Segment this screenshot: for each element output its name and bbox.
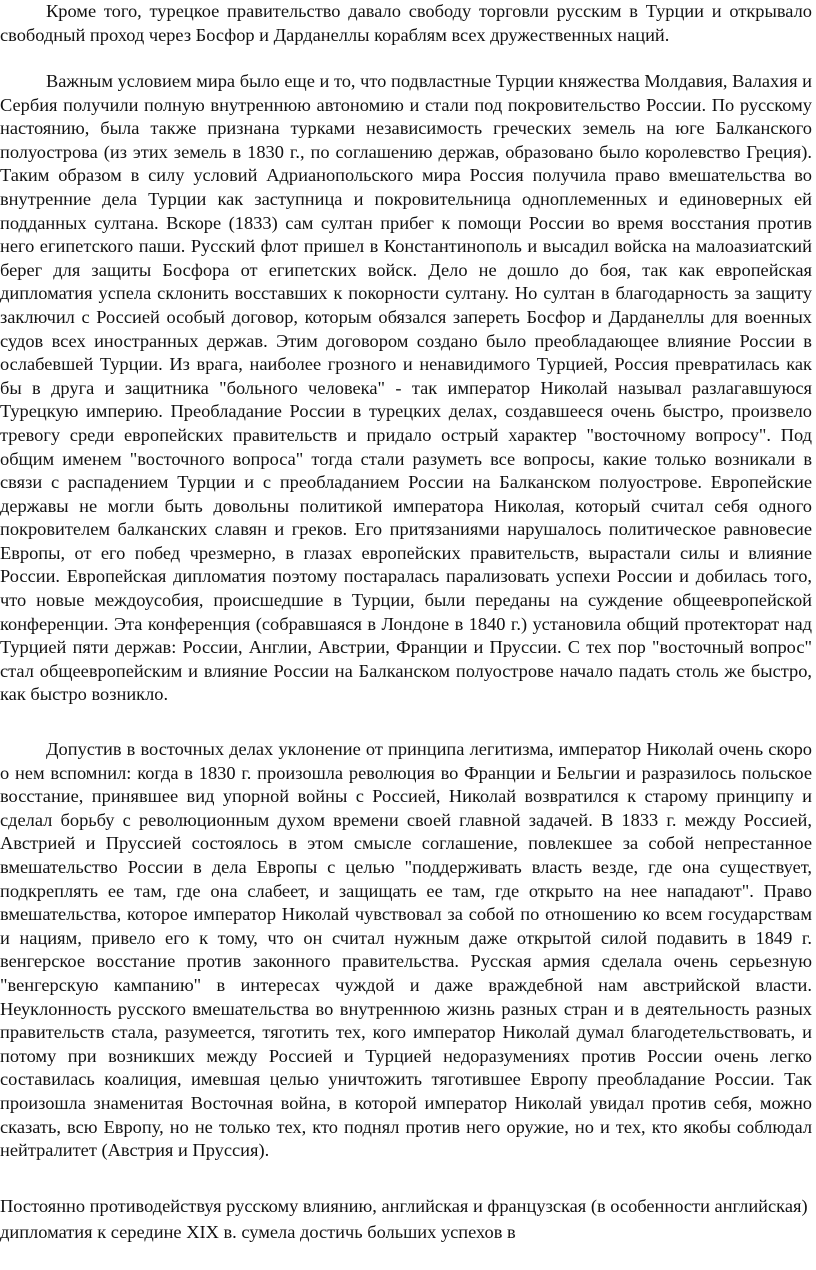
paragraph-legitimism: Допустив в восточных делах уклонение от принципа легитизма, император Николай очень скоро о нем вспомнил: когда в 1830 г. произошла революция во Франции и Бельгии и разразилось польское восстание, принявшее вид упорной войны с Россией, Николай возвратился к старому принципу и сделал борьбу с революционным духом времени своей главной задачей. В 1833 г. между Россией, Австрией и Пруссией состоялось в этом смысле соглашение, повлекшее за собой непрестанное вмешательство России в дела Европы с целью "поддерживать власть везде, где она существует, подкреплять ее там, где она слабеет, и защищать ее там, где открыто на нее нападают". Право вмешательства, которое император Николай чувствовал за собой по отношению ко всем государствам и нациям, привело его к тому, что он считал нужным даже открытой силой подавить в 1849 г. венгерское восстание против законного правительства. Русская армия сделала очень серьезную "венгерскую кампанию" в интересах чуждой и даже враждебной нам австрийской власти. Неуклонность русского вмешательства во внутреннюю жизнь разных стран и в деятельность разных правительств стала, разумеется, тяготить тех, кого император Николай думал благодетельствовать, и потому при возникших между Россией и Турцией недоразумениях против России очень легко составилась коалиция, имевшая целью уничтожить тяготившее Европу преобладание России. Так произошла знаменитая Восточная война, в которой император Николай увидал против себя, можно сказать, всю Европу, но не только тех, кто поднял против него оружие, но и тех, кто якобы соблюдал нейтралитет (Австрия и Пруссия). <box>0 739 812 1161</box>
paragraph-peace-conditions: Важным условием мира было еще и то, что подвластные Турции княжества Молдавия, Валахия и Сербия получили полную внутреннюю автономию и стали под покровительство России. По русскому настоянию, была также признана турками независимость греческих земель на юге Балканского полуострова (из этих земель в 1830 г., по соглашению держав, образовано было королевство Греция). Таким образом в силу условий Адрианопольского мира Россия получила право вмешательства во внутренние дела Турции как заступница и покровительница одноплеменных и единоверных ей подданных султана. Вскоре (1833) сам султан прибег к помощи России во время восстания против него египетского паши. Русский флот пришел в Константинополь и высадил войска на малоазиатский берег для защиты Босфора от египетских войск. Дело не дошло до боя, так как европейская дипломатия успела склонить восставших к покорности султану. Но султан в благодарность за защиту заключил с Россией особый договор, которым обязался запереть Босфор и Дарданеллы для военных судов всех иностранных держав. Этим договором создано было преобладающее влияние России в ослабевшей Турции. Из врага, наиболее грозного и ненавидимого Турцией, Россия превратилась как бы в друга и защитника "больного человека" - так император Николай называл разлагавшуюся Турецкую империю. Преобладание России в турецких делах, создавшееся очень быстро, произвело тревогу среди европейских правительств и придало острый характер "восточному вопросу". Под общим именем "восточного вопроса" тогда стали разуметь все вопросы, какие только возникали в связи с распадением Турции и с преобладанием России на Балканском полуострове. Европейские державы не могли быть довольны политикой императора Николая, который считал себя одного покровителем балканских славян и греков. Его притязаниями нарушалось политическое равновесие Европы, от его побед чрезмерно, в глазах европейских правительств, вырастали силы и влияние России. Европейская дипломатия поэтому постаралась парализовать успехи России и добилась того, что новые междоусобия, происшедшие в Турции, были переданы на суждение общеевропейской конференции. Эта конференция (собравшаяся в Лондоне в 1840 г.) установила общий протекторат над Турцией пяти держав: России, Англии, Австрии, Франции и Пруссии. С тех пор "восточный вопрос" стал общеевропейским и влияние России на Балканском полуострове начало падать столь же быстро, как быстро возникло. <box>0 71 812 705</box>
paragraph-english-diplomacy: Постоянно противодействуя русскому влиянию, английская и французская (в особенности английская) дипломатия к середине XIX в. сумела достичь больших успехов в <box>0 1196 808 1242</box>
paragraph-trade-freedom: Кроме того, турецкое правительство давало свободу торговли русским в Турции и открывало свободный проход через Босфор и Дарданеллы кораблям всех дружественных наций. <box>0 1 812 45</box>
